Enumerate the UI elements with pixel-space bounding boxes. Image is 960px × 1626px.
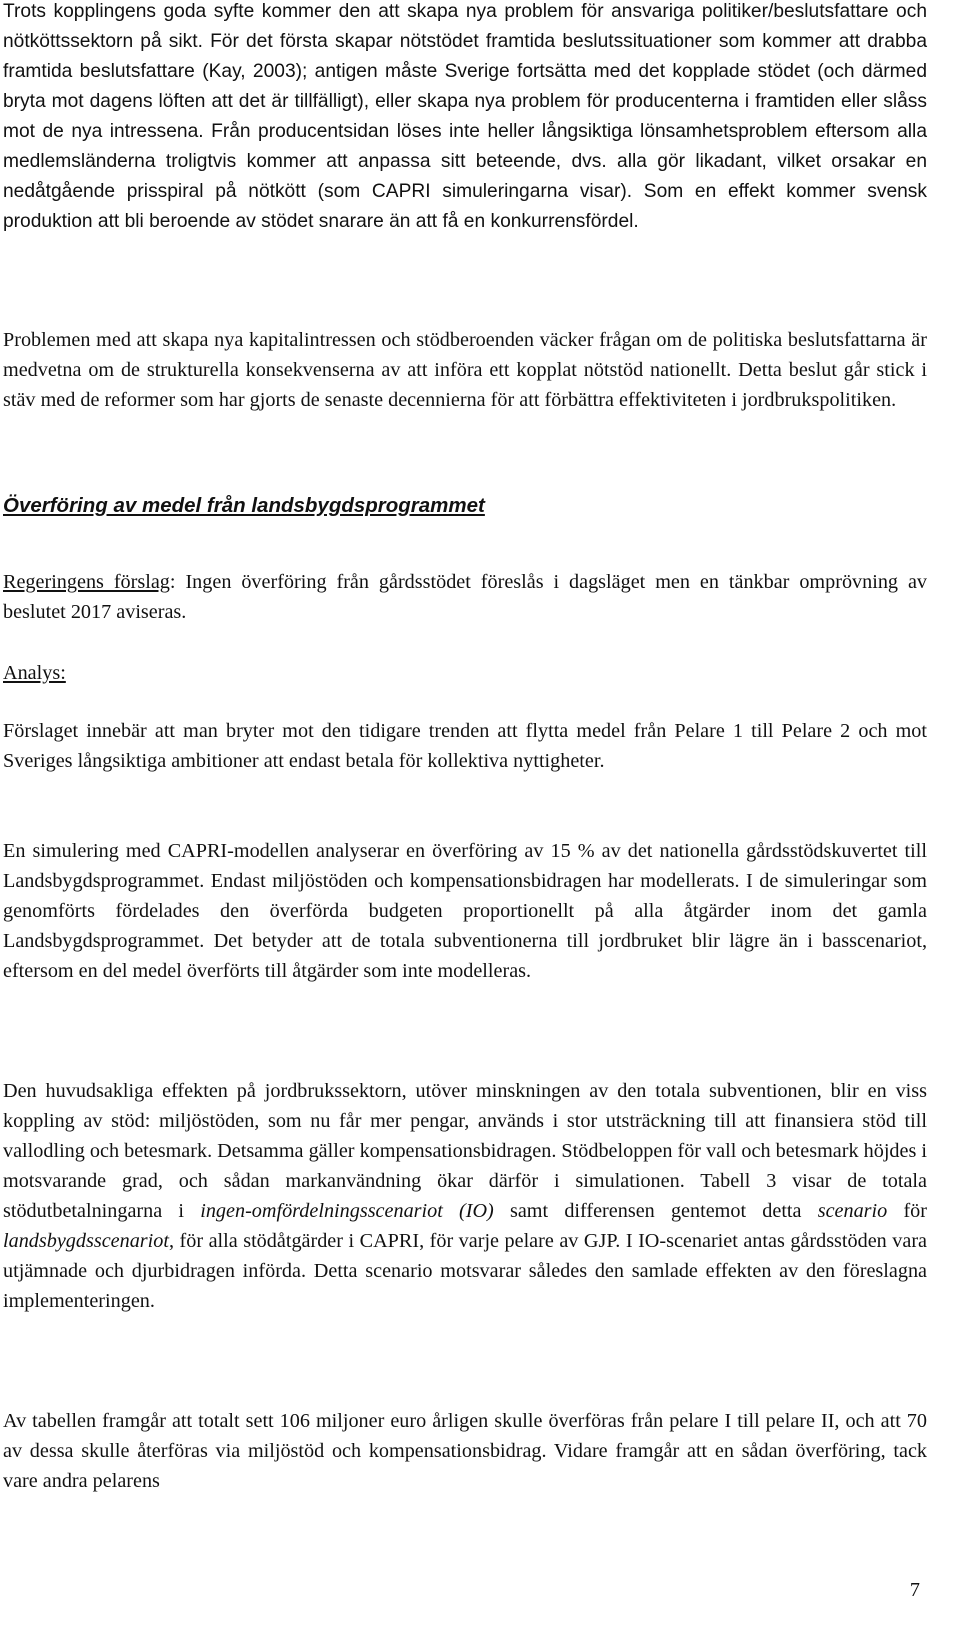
main-effect-text-b: samt differensen gentemot detta <box>493 1200 818 1222</box>
section-heading-transfer: Överföring av medel från landsbygdsprogrammet <box>3 494 485 517</box>
page-number: 7 <box>909 1579 920 1601</box>
paragraph-proposal-trend: Förslaget innebär att man bryter mot den tidigare trenden att flytta medel från Pelare 1 till Pelare 2 och mot Sveriges långsiktiga ambitioner att endast betala för kollektiva nyttigheter. <box>3 720 927 772</box>
analysis-label: Analys: <box>3 662 66 684</box>
paragraph-main-effect <box>3 1076 927 1316</box>
proposal-text: : Ingen överföring från gårdsstödet föreslås i dagsläget men en tänkbar omprövning av beslutet 2017 aviseras. <box>3 571 928 623</box>
main-effect-text-c: för <box>887 1200 927 1222</box>
scenario-term: scenario <box>817 1200 888 1222</box>
main-effect-text-d: , för alla stödåtgärder i CAPRI, för varje pelare av GJP. I IO-scenariet antas gårdsstöden vara utjämnade och djurbidragen införda. Detta scenario motsvarar således den samlade effekten av den föreslagna implementeringen. <box>3 1230 927 1312</box>
main-effect-text-a: Den huvudsakliga effekten på jordbrukssektorn, utöver minskningen av den totala subventionen, blir en viss koppling av stöd: miljöstöden, som nu får mer pengar, används i stor utsträckning till att finansiera stöd till vallodling och betesmark. Detsamma gäller kompensationsbidragen. Stödbeloppen för vall och betesmark höjdes i motsvarande grad, och sådan markanvändning ökar därför i simulationen. Tabell 3 visar de totala stödutbetalningarna i <box>3 1080 927 1222</box>
paragraph-government-proposal <box>3 567 927 627</box>
paragraph-table-summary: Av tabellen framgår att totalt sett 106 miljoner euro årligen skulle överföras från pelare I till pelare II, och att 70 av dessa skulle återföras via miljöstöd och kompensationsbidrag. Vidare framgår att en sådan överföring, tack vare andra pelarens <box>3 1410 927 1492</box>
paragraph-capital-interests: Problemen med att skapa nya kapitalintressen och stödberoenden väcker frågan om de politiska beslutsfattarna är medvetna om de strukturella konsekvenserna av att införa ett kopplat nötstöd nationellt. Detta beslut går stick i stäv med de reformer som har gjorts de senaste decennierna för att förbättra effektiviteten i jordbrukspolitiken. <box>3 329 927 411</box>
rural-scenario-term: landsbygdsscenariot <box>3 1230 169 1252</box>
paragraph-coupling-problems: Trots kopplingens goda syfte kommer den att skapa nya problem för ansvariga politiker/beslutsfattare och nötköttssektorn på sikt. För det första skapar nötstödet framtida beslutssituationer som kommer att drabba framtida beslutsfattare (Kay, 2003); antigen måste Sverige fortsätta med det kopplade stödet (och därmed bryta mot dagens löften att det är tillfälligt), eller skapa nya problem för producenterna i framtiden eller slåss mot de nya intressena. Från producentsidan löses inte heller långsiktiga lönsamhetsproblem eftersom alla medlemsländerna troligtvis kommer att anpassa sitt beteende, dvs. alla gör likadant, vilket orsakar en nedåtgående prisspiral på nötkött (som CAPRI simuleringarna visar). Som en effekt kommer svensk produktion att bli beroende av stödet snarare än att få en konkurrensfördel. <box>3 1 927 232</box>
io-scenario-term: ingen-omfördelningsscenariot (IO) <box>200 1200 494 1222</box>
paragraph-capri-simulation: En simulering med CAPRI-modellen analyserar en överföring av 15 % av det nationella gårdsstödskuvertet till Landsbygdsprogrammet. Endast miljöstöden och kompensationsbidragen har modellerats. I de simuleringar som genomförts fördelades den överförda budgeten proportionellt på alla åtgärder inom det gamla Landsbygdsprogrammet. Det betyder att de totala subventionerna till jordbruket blir lägre än i basscenariot, eftersom en del medel överförts till åtgärder som inte modelleras. <box>3 840 927 982</box>
proposal-label: Regeringens förslag <box>3 571 170 593</box>
